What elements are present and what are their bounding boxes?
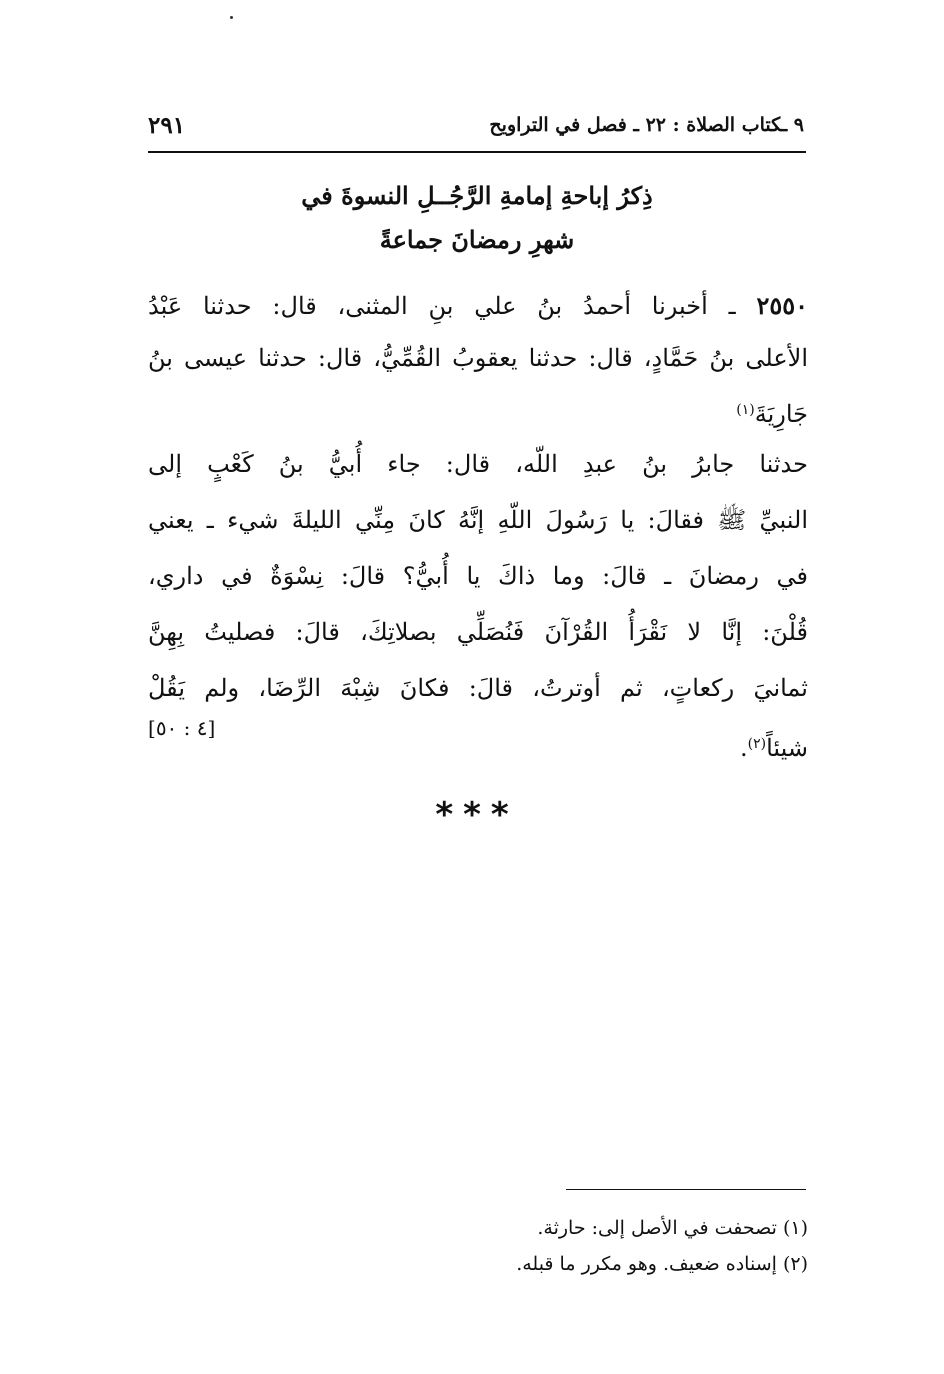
page-speck xyxy=(230,16,233,19)
section-separator: *** xyxy=(435,795,519,835)
chapter-heading xyxy=(148,174,806,262)
footnote-1: (١) تصحفت في الأصل إلى: حارثة. xyxy=(537,1217,808,1239)
hadith-line-5: ثمانيَ ركعاتٍ، ثم أوترتُ، قالَ: فكانَ شِبْهَ الرِّضَا، ولم يَقُلْ xyxy=(148,674,808,702)
footnote-rule xyxy=(566,1189,806,1190)
hadith-line-4: قُلْنَ: إنَّا لا نَقْرَأُ القُرْآنَ فَنُصَلِّي بصلاتِكَ، قالَ: فصليتُ بِهِنَّ xyxy=(148,618,808,646)
hadith-chain-text-3: جَارِيَةَ xyxy=(754,400,808,428)
hadith-chain xyxy=(148,280,808,440)
hadith-chain-text-1: ـ أخبرنا أحمدُ بنُ علي بنِ المثنى، قال: حدثنا عَبْدُ xyxy=(148,292,736,320)
footnotes xyxy=(300,1210,808,1282)
chapter-heading-line-2: شهرِ رمضانَ جماعةً xyxy=(379,225,575,254)
page-header xyxy=(148,112,804,148)
footnote-mark-1: (١) xyxy=(736,402,755,418)
hadith-end-period: . xyxy=(739,734,748,762)
running-title: ٩ ـكتاب الصلاة : ٢٢ ـ فصل في التراويح xyxy=(489,114,804,136)
hadith-reference: [٤ : ٥٠] xyxy=(148,716,216,740)
hadith-line-1: حدثنا جابرُ بنُ عبدِ اللّه، قال: جاء أُبيُّ بنُ كَعْبٍ إلى xyxy=(148,450,808,478)
hadith-chain-line-2: الأعلى بنُ حَمَّادٍ، قال: حدثنا يعقوبُ القُمِّيُّ، قال: حدثنا عيسى بنُ xyxy=(148,344,808,372)
hadith-chain-line-1 xyxy=(148,280,808,332)
hadith-line-2: النبيِّ ﷺ فقالَ: يا رَسُولَ اللّهِ إنَّهُ كانَ مِنِّي الليلةَ شيء ـ يعني xyxy=(148,506,808,534)
page-number: ٢٩١ xyxy=(148,112,186,139)
hadith-line-6-text: شيئاً xyxy=(766,734,808,762)
hadith-chain-line-3 xyxy=(148,384,808,440)
footnote-mark-2: (٢) xyxy=(747,736,767,752)
hadith-text xyxy=(148,436,808,776)
hadith-line-6 xyxy=(148,716,808,776)
footnote-2: (٢) إسناده ضعيف. وهو مكرر ما قبله. xyxy=(516,1253,808,1275)
hadith-number: ٢٥٥٠ xyxy=(756,291,808,320)
hadith-line-3: في رمضانَ ـ قالَ: وما ذاكَ يا أُبيُّ؟ قالَ: نِسْوَةٌ في داري، xyxy=(148,562,808,590)
header-rule xyxy=(148,151,806,153)
chapter-heading-line-1: ذِكرُ إباحةِ إمامةِ الرَّجُــلِ النسوةَ في xyxy=(301,181,653,210)
